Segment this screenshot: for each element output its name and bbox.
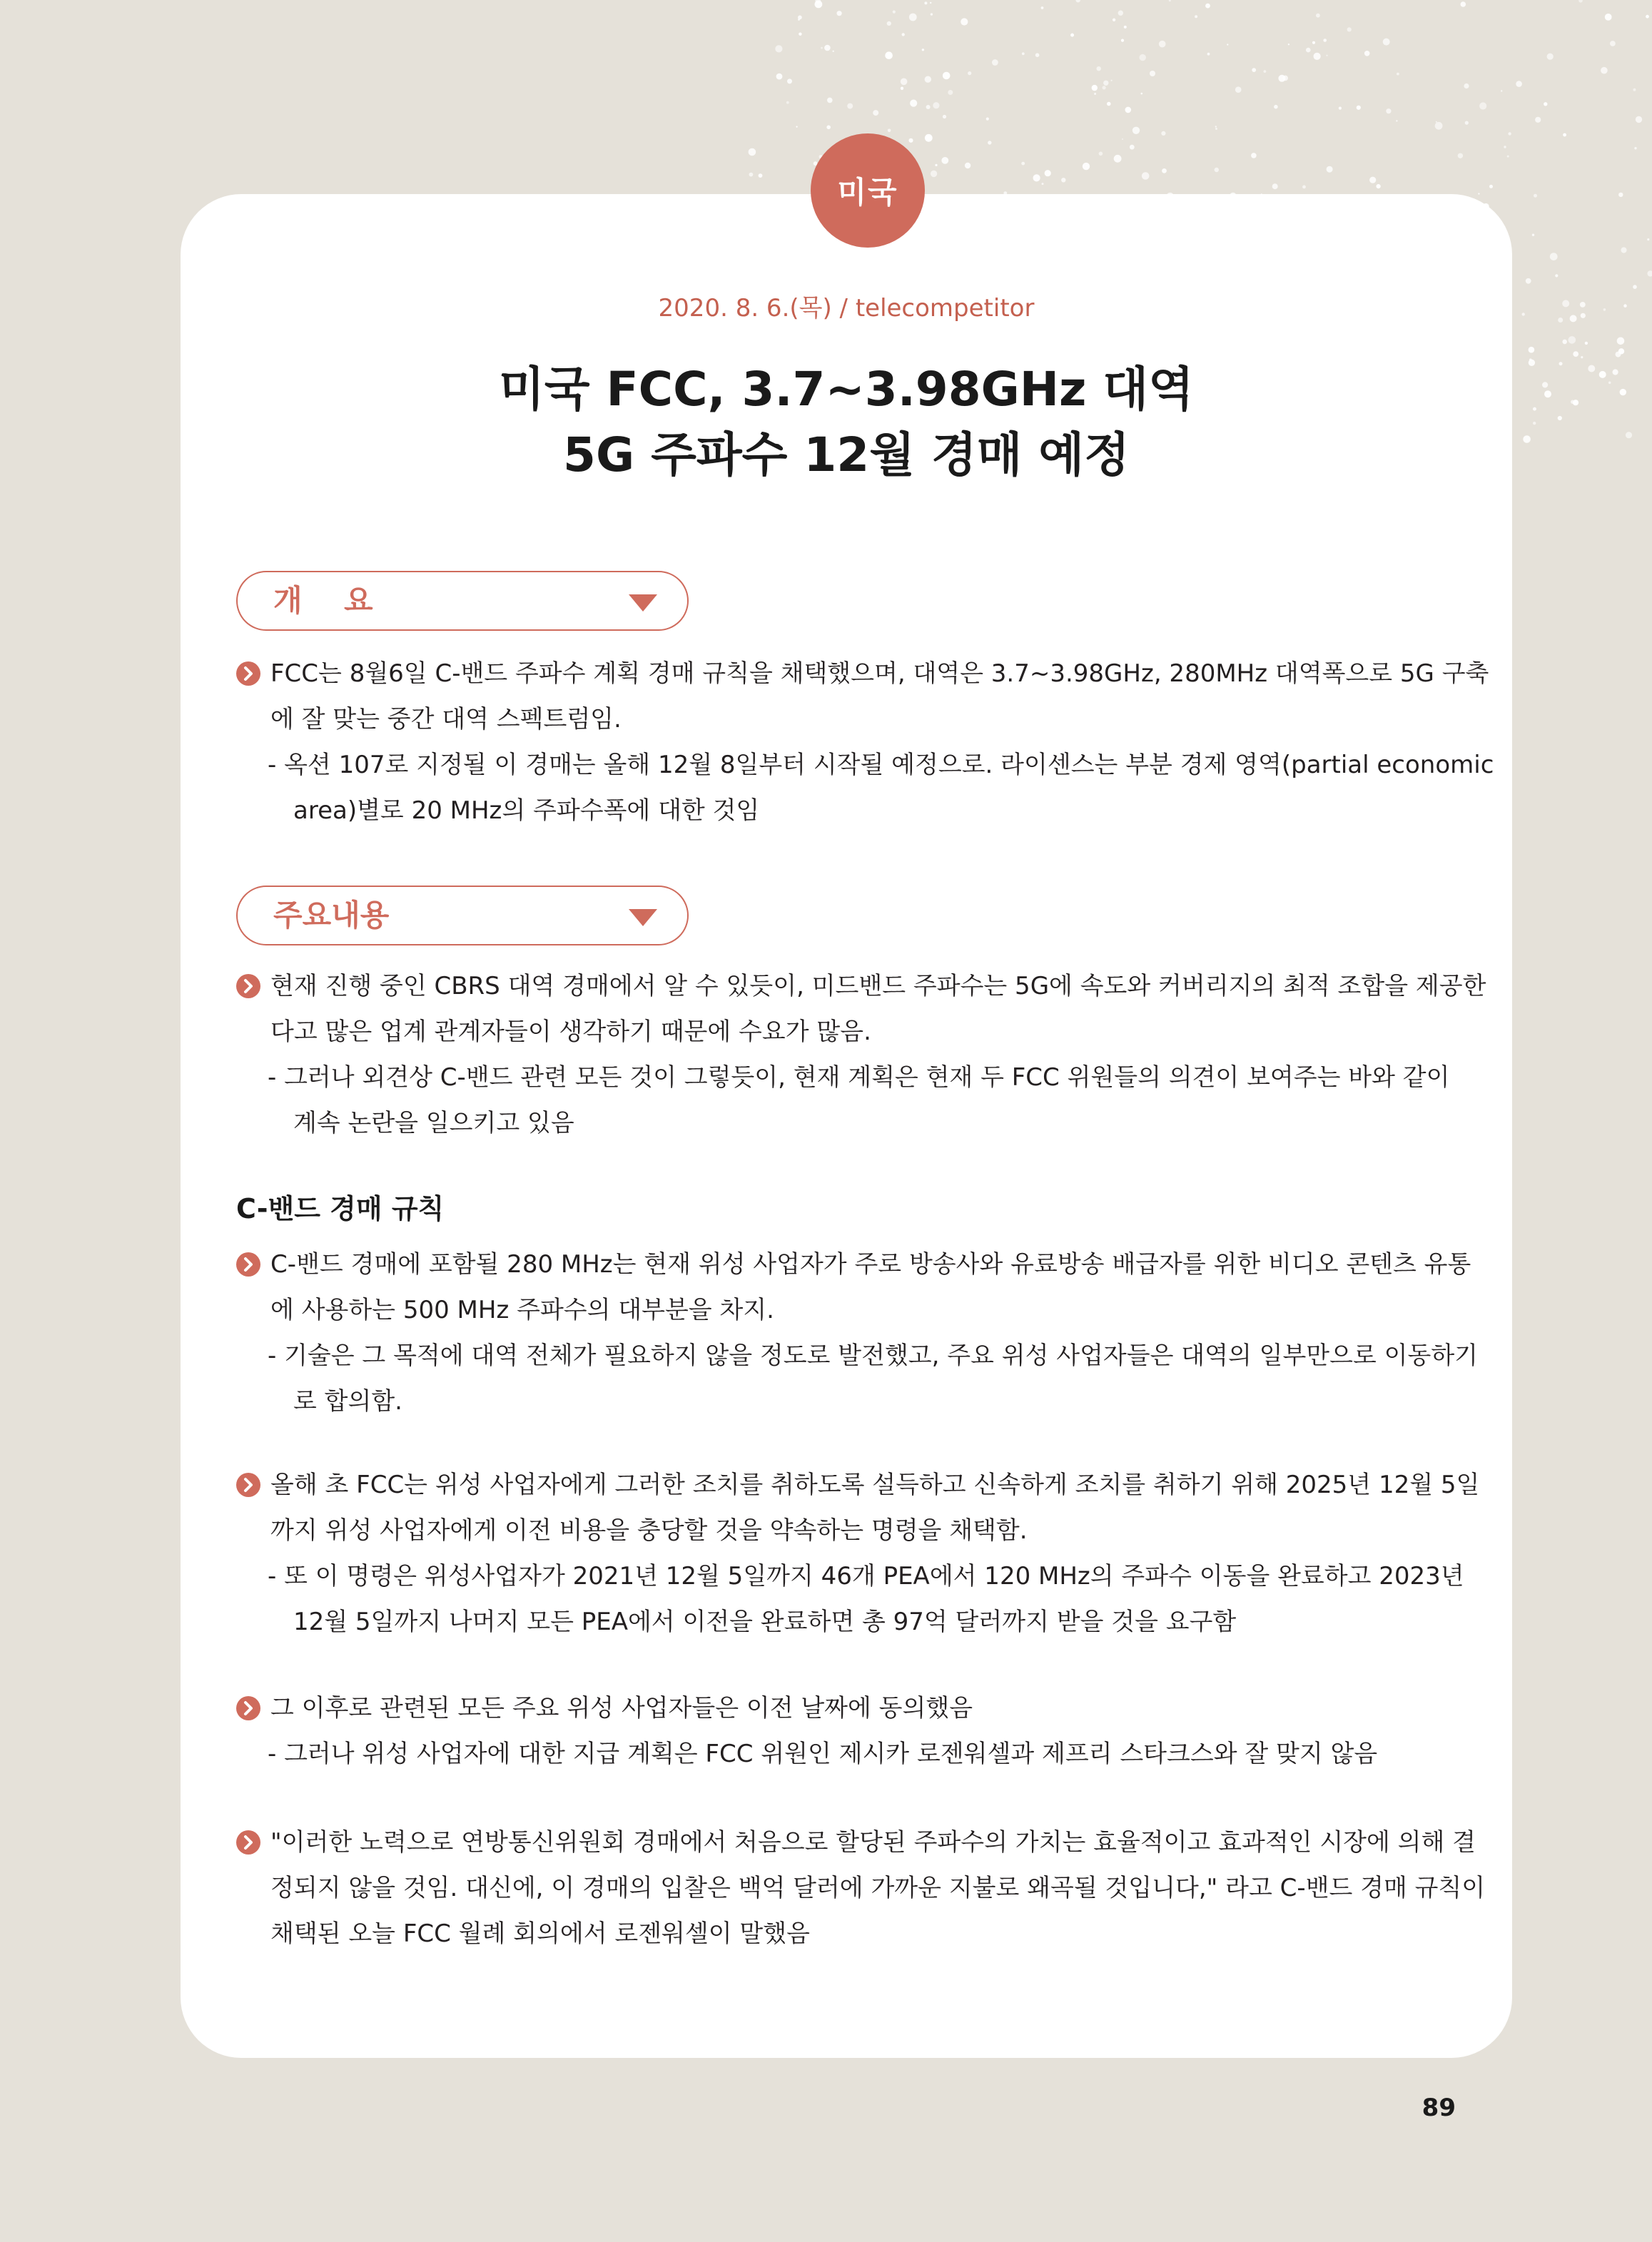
text-line: 그 이후로 관련된 모든 주요 위성 사업자들은 이전 날짜에 동의했음	[270, 1694, 973, 1723]
star-dot	[1083, 163, 1090, 170]
star-dot	[1544, 390, 1551, 397]
star-dot	[1122, 138, 1123, 140]
star-dot	[1323, 39, 1327, 42]
star-dot	[1316, 14, 1320, 18]
text-line: 올해 초 FCC는 위성 사업자에게 그러한 조치를 취하도록 설득하고 신속하게 조치를 취하기 위해 2025년 12월 5일	[270, 1471, 1480, 1499]
star-dot	[1489, 185, 1493, 188]
star-dot	[885, 51, 893, 59]
star-dot	[1141, 93, 1143, 95]
star-dot	[943, 115, 946, 118]
star-dot	[968, 71, 971, 75]
star-dot	[893, 11, 896, 14]
star-dot	[847, 103, 853, 109]
star-dot	[1041, 6, 1044, 9]
star-dot	[1227, 44, 1228, 45]
star-dot	[1207, 53, 1210, 56]
star-dot	[1111, 80, 1113, 81]
bullet-item	[236, 1462, 1480, 1508]
text-line: "이러한 노력으로 연방통신위원회 경매에서 처음으로 할당된 주파수의 가치는 효율적이고 효과적인 시장에 의해 결	[270, 1828, 1476, 1857]
star-dot	[1215, 128, 1217, 130]
star-dot	[1581, 356, 1583, 358]
star-dot	[815, 1, 823, 9]
star-dot	[935, 164, 937, 166]
star-dot	[1634, 147, 1636, 149]
star-dot	[1558, 416, 1562, 420]
text-line: 계속 논란을 일으키고 있음	[293, 1109, 574, 1137]
star-dot	[1558, 318, 1563, 323]
star-dot	[787, 78, 792, 83]
star-dot	[1618, 193, 1623, 197]
star-dot	[986, 118, 989, 121]
star-dot	[1581, 313, 1586, 318]
star-dot	[1070, 34, 1074, 37]
star-dot	[1113, 19, 1115, 21]
star-dot	[933, 102, 939, 108]
star-dot	[1235, 86, 1242, 93]
star-dot	[1094, 93, 1096, 95]
star-dot	[992, 59, 998, 66]
star-dot	[1569, 336, 1576, 344]
star-dot	[1252, 68, 1256, 72]
star-dot	[1288, 44, 1289, 45]
star-dot	[1021, 162, 1025, 166]
star-dot	[1479, 102, 1486, 109]
section-label: 개 요	[273, 583, 373, 618]
star-dot	[1599, 371, 1606, 378]
star-dot	[1578, 0, 1583, 3]
star-dot	[1022, 52, 1025, 55]
text-line: 정되지 않을 것임. 대신에, 이 경매의 입찰은 백억 달러에 가까운 지불로 왜곡될 것입니다," 라고 C-밴드 경매 규칙이	[270, 1874, 1486, 1902]
text-line: 로 합의함.	[293, 1387, 402, 1416]
star-dot	[1555, 274, 1558, 277]
star-dot	[1132, 127, 1140, 134]
star-dot	[1339, 107, 1342, 110]
star-dot	[1386, 108, 1391, 113]
star-dot	[1533, 422, 1536, 425]
star-dot	[1061, 178, 1065, 182]
star-dot	[1522, 313, 1525, 315]
star-dot	[1125, 107, 1132, 113]
star-dot	[1314, 53, 1321, 60]
bullet-item	[236, 963, 1486, 1009]
star-dot	[1610, 41, 1616, 46]
star-dot	[1507, 156, 1509, 158]
star-dot	[786, 101, 789, 104]
star-dot	[1302, 186, 1306, 189]
star-dot	[1588, 365, 1595, 372]
star-dot	[749, 173, 754, 177]
star-dot	[776, 73, 783, 80]
text-line: - 그러나 외견상 C-밴드 관련 모든 것이 그렇듯이, 현재 계획은 현재 두 FCC 위원들의 의견이 보여주는 바와 같이	[268, 1063, 1450, 1092]
star-dot	[1282, 76, 1288, 81]
bullet-item	[236, 651, 1489, 696]
cband-heading: C-밴드 경매 규칙	[236, 1193, 445, 1224]
text-line: - 그러나 위성 사업자에 대한 지급 계획은 FCC 위원인 제시카 로젠워셀과 제프리 스타크스와 잘 맞지 않음	[268, 1740, 1378, 1768]
text-line: FCC는 8월6일 C-밴드 주파수 계획 경매 규칙을 채택했으며, 대역은 3.7~3.98GHz, 280MHz 대역폭으로 5G 구축	[270, 659, 1489, 688]
star-dot	[1458, 153, 1463, 158]
bullet-item	[236, 1685, 1464, 1731]
star-dot	[1169, 0, 1171, 1]
chevron-right-icon	[236, 1252, 260, 1277]
star-dot	[1121, 39, 1124, 42]
overview-body	[236, 651, 1494, 833]
star-dot	[1547, 54, 1554, 60]
star-dot	[821, 47, 823, 49]
cband-body-4	[236, 1820, 1486, 1957]
star-dot	[1272, 183, 1278, 189]
star-dot	[1613, 369, 1618, 375]
star-dot	[1326, 55, 1327, 56]
star-dot	[924, 1, 927, 4]
star-dot	[1608, 382, 1611, 385]
star-dot	[888, 129, 891, 133]
star-dot	[1478, 193, 1479, 194]
dropdown-triangle-icon	[629, 594, 657, 612]
star-dot	[1042, 183, 1044, 185]
cband-body-1	[236, 1242, 1479, 1424]
cband-body-2	[236, 1462, 1480, 1645]
star-dot	[775, 45, 782, 52]
star-dot	[1535, 117, 1541, 123]
star-dot	[1033, 174, 1040, 181]
star-dot	[1045, 170, 1051, 176]
star-dot	[824, 45, 831, 51]
star-dot	[1327, 166, 1333, 173]
star-dot	[926, 105, 931, 109]
star-dot	[1526, 278, 1531, 284]
title-line-2: 5G 주파수 12월 경매 예정	[563, 427, 1130, 482]
star-dot	[1103, 86, 1106, 89]
star-dot	[1215, 126, 1217, 127]
star-dot	[910, 100, 917, 107]
star-dot	[1264, 70, 1267, 73]
star-dot	[931, 171, 937, 177]
star-dot	[1633, 88, 1636, 91]
star-dot	[948, 90, 953, 95]
star-dot	[901, 87, 903, 90]
star-dot	[1162, 168, 1167, 173]
star-dot	[1035, 53, 1040, 57]
star-dot	[1523, 435, 1531, 443]
star-dot	[1357, 106, 1361, 110]
star-dot	[1435, 122, 1443, 130]
section-header-main[interactable]	[236, 886, 689, 945]
star-dot	[1573, 400, 1578, 405]
star-dot	[1274, 105, 1278, 109]
star-dot	[1623, 304, 1627, 308]
star-dot	[1559, 362, 1563, 365]
star-dot	[1585, 342, 1588, 345]
text-line: 에 사용하는 500 MHz 주파수의 대부분을 차지.	[270, 1296, 774, 1324]
star-dot	[873, 110, 878, 116]
section-header-overview[interactable]	[236, 571, 689, 631]
star-dot	[1532, 234, 1534, 236]
star-dot	[1508, 132, 1511, 135]
star-dot	[1124, 26, 1127, 29]
star-dot	[1076, 0, 1080, 2]
star-dot	[908, 138, 913, 143]
country-badge: 미국	[811, 133, 925, 248]
star-dot	[1397, 73, 1399, 76]
star-dot	[1114, 155, 1122, 163]
chevron-right-icon	[236, 661, 260, 686]
star-dot	[1562, 340, 1567, 345]
star-dot	[1142, 172, 1150, 180]
star-dot	[826, 126, 831, 130]
star-dot	[941, 157, 948, 164]
star-dot	[1603, 308, 1606, 311]
star-dot	[1195, 15, 1197, 18]
chevron-right-icon	[236, 1830, 260, 1855]
star-dot	[1396, 120, 1397, 121]
star-dot	[1633, 285, 1637, 289]
star-dot	[1626, 432, 1632, 438]
text-line: - 옥션 107로 지정될 이 경매는 올해 12월 8일부터 시작될 예정으로. 라이센스는 부분 경제 영역(partial economic	[268, 751, 1494, 779]
chevron-right-icon	[236, 974, 260, 998]
bullet-item	[236, 1820, 1476, 1865]
text-line: - 또 이 명령은 위성사업자가 2021년 12월 5일까지 46개 PEA에서 120 MHz의 주파수 이동을 완료하고 2023년	[268, 1562, 1464, 1591]
bullet-item	[236, 1242, 1471, 1287]
text-line: - 기술은 그 목적에 대역 전체가 필요하지 않을 정도로 발전했고, 주요 위성 사업자들은 대역의 일부만으로 이동하기	[268, 1341, 1479, 1370]
text-line: 12월 5일까지 나머지 모든 PEA에서 이전을 완료하면 총 97억 달러까지 받을 것을 요구함	[293, 1608, 1237, 1636]
star-dot	[1580, 302, 1586, 308]
star-dot	[925, 134, 933, 142]
star-dot	[1516, 81, 1522, 87]
star-dot	[902, 33, 905, 36]
star-dot	[1647, 238, 1649, 240]
star-dot	[759, 173, 763, 178]
star-dot	[1573, 351, 1578, 357]
star-dot	[1618, 348, 1624, 354]
star-dot	[1646, 15, 1649, 19]
star-dot	[1550, 253, 1558, 260]
star-dot	[1529, 347, 1535, 353]
star-dot	[1504, 146, 1506, 148]
star-dot	[1099, 152, 1103, 156]
star-dot	[1369, 177, 1376, 183]
text-line: C-밴드 경매에 포함될 280 MHz는 현재 위성 사업자가 주로 방송사와 유료방송 배급자를 위한 비디오 콘텐츠 유통	[270, 1250, 1471, 1279]
cband-body-3	[236, 1685, 1464, 1777]
star-dot	[930, 2, 931, 4]
star-dot	[943, 72, 951, 80]
star-dot	[931, 13, 933, 15]
section-label: 주요내용	[273, 898, 390, 933]
star-dot	[827, 98, 833, 103]
main-body	[236, 963, 1486, 1146]
star-dot	[1364, 51, 1370, 56]
star-dot	[1601, 67, 1608, 74]
star-dot	[1251, 153, 1257, 158]
chevron-right-icon	[236, 1696, 260, 1720]
star-dot	[837, 11, 842, 16]
star-dot	[1605, 14, 1612, 21]
star-dot	[1501, 90, 1502, 91]
star-dot	[1436, 121, 1437, 123]
star-dot	[1377, 184, 1381, 188]
star-dot	[1215, 168, 1219, 172]
star-dot	[887, 21, 891, 26]
star-dot	[1118, 11, 1123, 16]
star-dot	[1529, 358, 1532, 361]
star-dot	[796, 126, 798, 128]
star-dot	[799, 33, 801, 36]
star-dot	[1159, 41, 1166, 48]
star-dot	[1620, 389, 1626, 395]
star-dot	[901, 78, 908, 86]
star-dot	[1140, 54, 1146, 61]
star-dot	[922, 49, 924, 51]
star-dot	[1636, 116, 1642, 123]
star-dot	[1205, 4, 1210, 9]
star-dot	[1621, 247, 1626, 253]
star-dot	[1107, 102, 1111, 106]
text-line: 다고 많은 업계 관계자들이 생각하기 때문에 수요가 많음.	[270, 1018, 871, 1046]
text-line: 현재 진행 중인 CBRS 대역 경매에서 알 수 있듯이, 미드밴드 주파수는 5G에 속도와 커버리지의 최적 조합을 제공한	[270, 972, 1486, 1000]
star-dot	[833, 51, 834, 52]
star-dot	[1097, 66, 1101, 71]
star-dot	[1570, 315, 1577, 322]
text-line: 까지 위성 사업자에게 이전 비용을 충당할 것을 약속하는 명령을 채택함.	[270, 1516, 1028, 1545]
star-dot	[1383, 39, 1390, 46]
star-dot	[961, 18, 968, 25]
article-title	[181, 357, 1512, 488]
text-line: 채택된 오늘 FCC 월례 회의에서 로젠워셀이 말했음	[270, 1919, 810, 1948]
star-dot	[1150, 71, 1155, 76]
dropdown-triangle-icon	[629, 909, 657, 926]
star-dot	[1465, 121, 1469, 125]
star-dot	[1130, 145, 1135, 150]
star-dot	[1461, 1, 1466, 7]
star-dot	[965, 163, 971, 168]
star-dot	[1312, 41, 1315, 44]
star-dot	[925, 76, 931, 83]
page-number: 89	[1422, 2094, 1456, 2122]
chevron-right-icon	[236, 1473, 260, 1497]
star-dot	[1544, 102, 1547, 106]
star-dot	[798, 16, 802, 20]
star-dot	[1306, 48, 1311, 53]
star-dot	[1542, 382, 1548, 387]
star-dot	[1534, 194, 1537, 198]
star-dot	[1617, 338, 1625, 345]
date-source-line: 2020. 8. 6.(목) / telecompetitor	[658, 294, 1035, 323]
star-dot	[749, 148, 756, 156]
star-dot	[988, 141, 991, 144]
star-dot	[1092, 85, 1098, 91]
title-line-1: 미국 FCC, 3.7~3.98GHz 대역	[499, 362, 1194, 417]
star-dot	[1161, 131, 1165, 136]
star-dot	[1533, 407, 1536, 411]
star-dot	[1103, 81, 1108, 86]
star-dot	[1562, 300, 1569, 307]
star-dot	[1563, 133, 1566, 137]
text-line: area)별로 20 MHz의 주파수폭에 대한 것임	[293, 796, 760, 825]
star-dot	[1464, 83, 1469, 88]
star-dot	[1347, 27, 1352, 31]
star-dot	[909, 14, 917, 21]
text-line: 에 잘 맞는 중간 대역 스펙트럼임.	[270, 705, 622, 734]
star-dot	[1647, 270, 1652, 276]
